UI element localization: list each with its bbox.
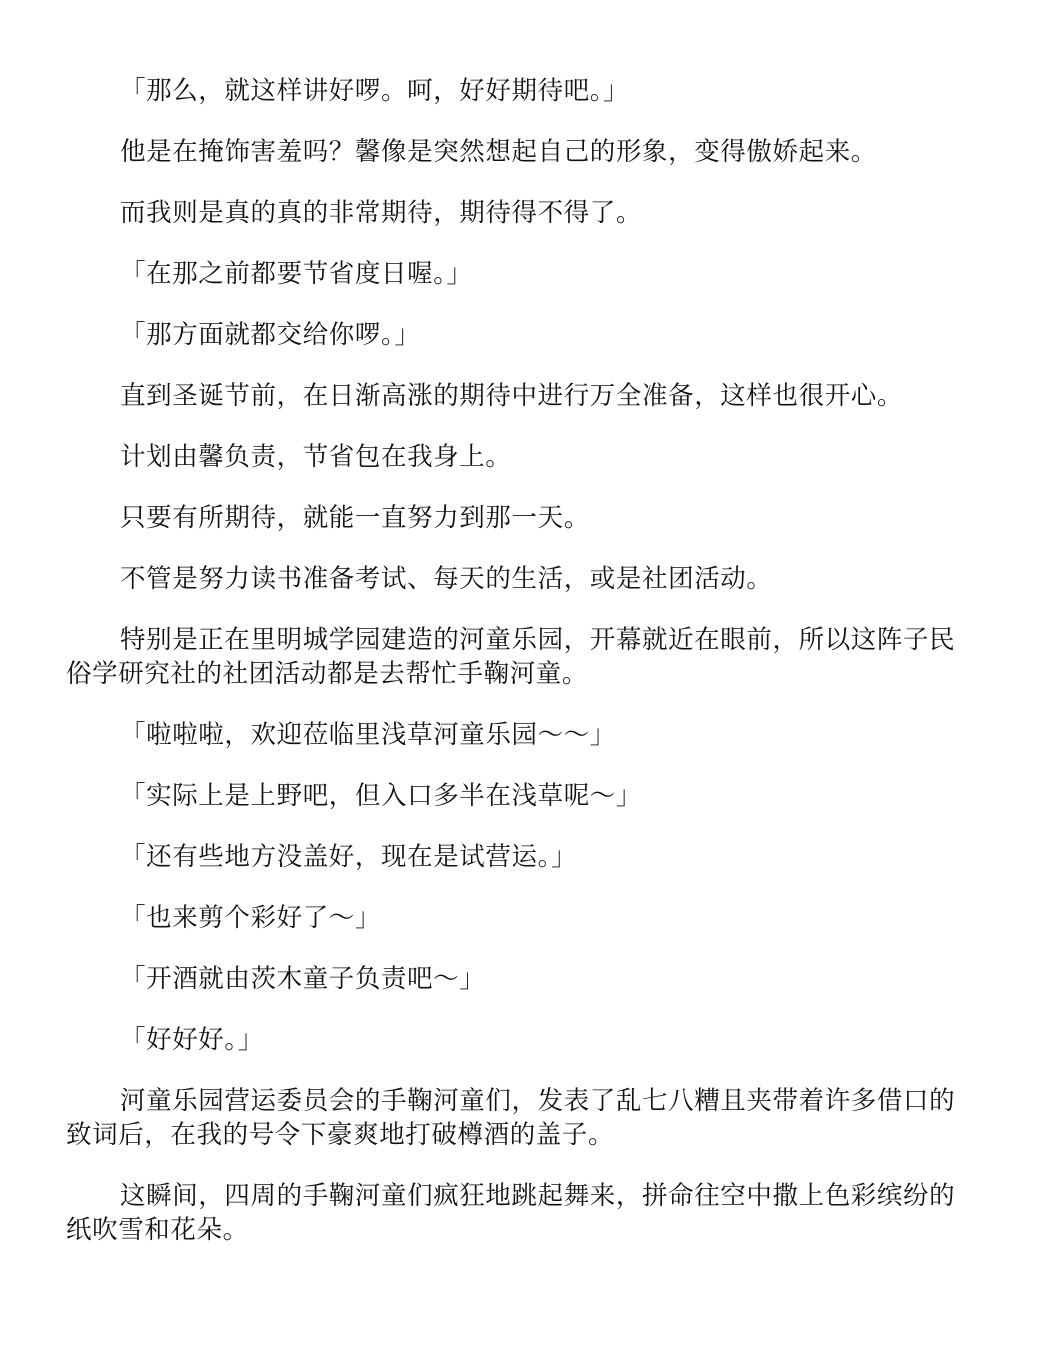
paragraph: 计划由馨负责，节省包在我身上。 (120, 442, 512, 472)
document-body (66, 74, 976, 1274)
paragraph: 「那么，就这样讲好啰。呵，好好期待吧。」 (120, 76, 630, 106)
paragraph: 不管是努力读书准备考试、每天的生活，或是社团活动。 (120, 564, 773, 594)
paragraph: 直到圣诞节前，在日渐高涨的期待中进行万全准备，这样也很开心。 (120, 381, 904, 411)
paragraph: 而我则是真的真的非常期待，期待得不得了。 (120, 198, 643, 228)
paragraph: 「还有些地方没盖好，现在是试营运。」 (120, 842, 578, 872)
paragraph: 「啦啦啦，欢迎莅临里浅草河童乐园～～」 (120, 720, 616, 750)
paragraph: 特别是正在里明城学园建造的河童乐园，开幕就近在眼前，所以这阵子民俗学研究社的社团活动都是去帮忙手鞠河童。 (66, 625, 956, 689)
paragraph: 「好好好。」 (120, 1025, 264, 1055)
paragraph: 他是在掩饰害羞吗？馨像是突然想起自己的形象，变得傲娇起来。 (120, 137, 877, 167)
paragraph: 这瞬间，四周的手鞠河童们疯狂地跳起舞来，拼命往空中撒上色彩缤纷的纸吹雪和花朵。 (66, 1181, 956, 1245)
paragraph: 河童乐园营运委员会的手鞠河童们，发表了乱七八糟且夹带着许多借口的致词后，在我的号令下豪爽地打破樽酒的盖子。 (66, 1086, 956, 1150)
paragraph: 「那方面就都交给你啰。」 (120, 320, 421, 350)
paragraph: 只要有所期待，就能一直努力到那一天。 (120, 503, 590, 533)
paragraph: 「在那之前都要节省度日喔。」 (120, 259, 473, 289)
paragraph: 「也来剪个彩好了～」 (120, 903, 382, 933)
paragraph: 「开酒就由茨木童子负责吧～」 (120, 964, 486, 994)
paragraph: 「实际上是上野吧，但入口多半在浅草呢～」 (120, 781, 643, 811)
